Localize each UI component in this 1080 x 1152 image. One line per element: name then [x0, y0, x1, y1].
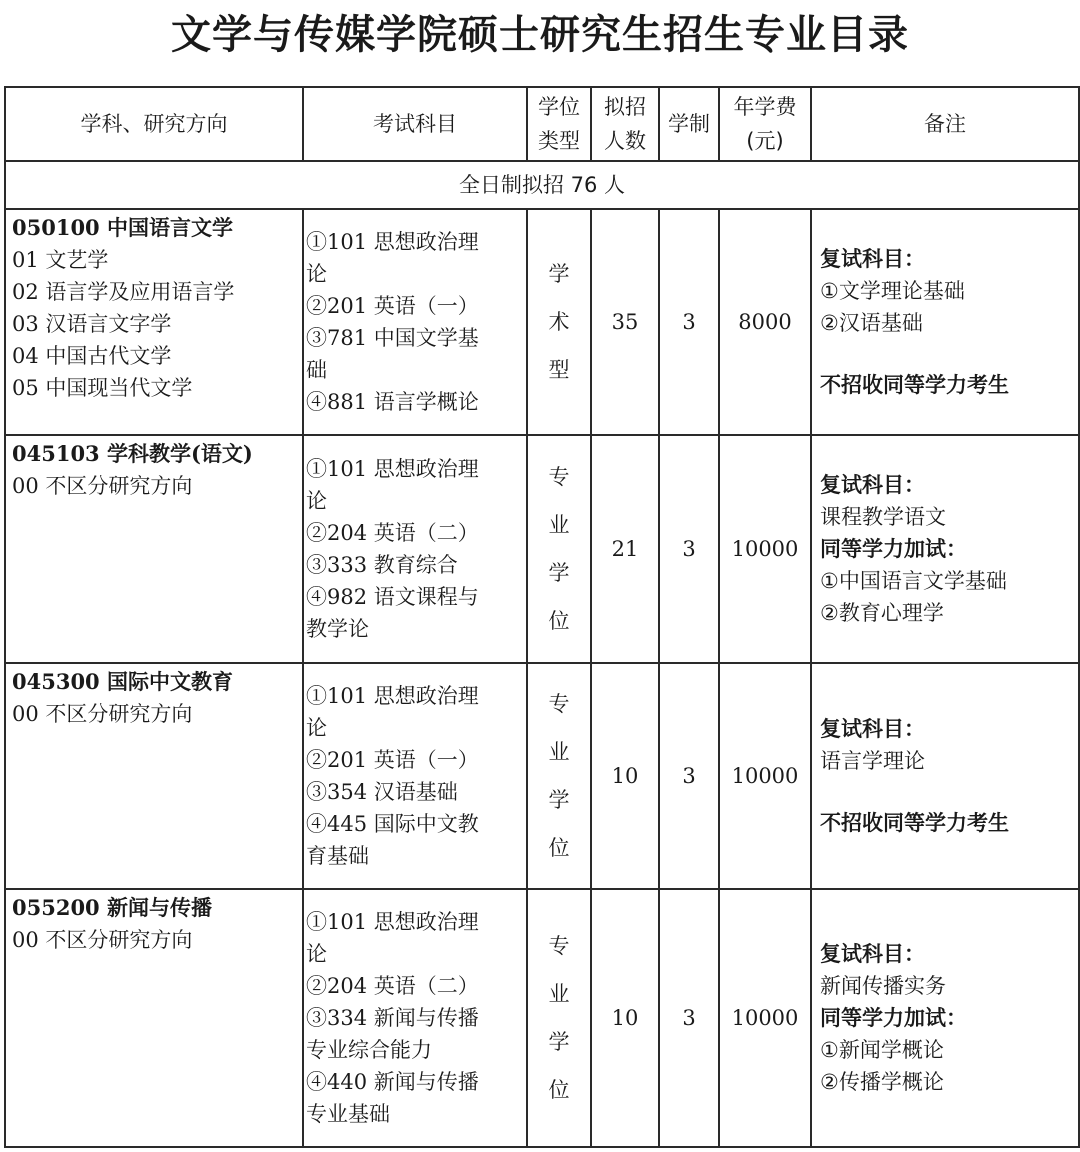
header-degree-type-line2: 类型	[538, 129, 580, 153]
exam-cell	[303, 889, 527, 1147]
remark-line	[820, 777, 1072, 807]
research-direction: 00 不区分研究方向	[12, 702, 193, 726]
full-time-row	[5, 161, 1079, 209]
degree-type-char: 位	[548, 836, 570, 860]
subject-code: 055200 新闻与传播	[12, 895, 212, 920]
exam-line: ①101 思想政治理	[306, 457, 479, 481]
duration-cell: 3	[659, 663, 719, 889]
duration-cell: 3	[659, 435, 719, 663]
duration-cell: 3	[659, 889, 719, 1147]
table-row	[5, 663, 1079, 889]
header-fee-line2: (元)	[746, 129, 784, 153]
fee-cell: 10000	[719, 435, 811, 663]
header-duration: 学制	[659, 87, 719, 161]
remark-line: 复试科目：	[820, 942, 925, 966]
research-direction: 04 中国古代文学	[12, 344, 172, 368]
degree-type-char: 位	[548, 609, 570, 633]
table-row	[5, 209, 1079, 435]
remark-line: 课程教学语文	[820, 505, 946, 529]
subject-code: 045103 学科教学(语文)	[12, 441, 253, 466]
exam-line: 论	[306, 942, 327, 966]
exam-line: ④440 新闻与传播	[306, 1070, 479, 1094]
degree-type-char: 学	[548, 788, 570, 812]
exam-line: ④445 国际中文教	[306, 812, 479, 836]
remark-line: 复试科目：	[820, 717, 925, 741]
degree-type-char: 位	[548, 1078, 570, 1102]
degree-type-cell	[527, 889, 591, 1147]
full-time-quota: 全日制拟招 76 人	[5, 161, 1079, 209]
remarks-cell	[811, 209, 1079, 435]
exam-line: 论	[306, 489, 327, 513]
research-direction: 01 文艺学	[12, 248, 109, 272]
subject-code: 045300 国际中文教育	[12, 669, 233, 694]
header-exam: 考试科目	[303, 87, 527, 161]
header-remarks: 备注	[811, 87, 1079, 161]
exam-line: ③354 汉语基础	[306, 780, 458, 804]
exam-line: 论	[306, 716, 327, 740]
exam-line: ②201 英语（一）	[306, 748, 479, 772]
remark-line: 同等学力加试：	[820, 537, 967, 561]
header-quota-line1: 拟招	[604, 95, 646, 119]
remarks-cell	[811, 889, 1079, 1147]
exam-line: ④881 语言学概论	[306, 390, 479, 414]
degree-type-char: 术	[548, 310, 570, 334]
remark-line: ②教育心理学	[820, 601, 944, 625]
exam-line: ②204 英语（二）	[306, 521, 479, 545]
page-title: 文学与传媒学院硕士研究生招生专业目录	[171, 11, 909, 58]
research-direction: 00 不区分研究方向	[12, 474, 193, 498]
remark-line: 新闻传播实务	[820, 974, 946, 998]
catalog-table	[4, 86, 1080, 1148]
exam-line: ②201 英语（一）	[306, 294, 479, 318]
quota-cell: 35	[591, 209, 659, 435]
research-direction: 03 汉语言文字学	[12, 312, 172, 336]
subject-cell	[5, 435, 303, 663]
exam-line: ③781 中国文学基	[306, 326, 479, 350]
remark-line: ①新闻学概论	[820, 1038, 944, 1062]
degree-type-char: 专	[548, 934, 570, 958]
quota-cell: 21	[591, 435, 659, 663]
header-fee-line1: 年学费	[733, 95, 797, 119]
degree-type-char: 学	[548, 561, 570, 585]
exam-line: 论	[306, 262, 327, 286]
subject-cell	[5, 889, 303, 1147]
degree-type-char: 业	[548, 513, 570, 537]
remark-line: ②传播学概论	[820, 1070, 944, 1094]
table-row	[5, 889, 1079, 1147]
degree-type-cell	[527, 663, 591, 889]
remark-line: 语言学理论	[820, 749, 925, 773]
fee-cell: 10000	[719, 889, 811, 1147]
remark-line: 复试科目：	[820, 247, 925, 271]
header-quota	[591, 87, 659, 161]
subject-cell	[5, 663, 303, 889]
remark-line: 同等学力加试：	[820, 1006, 967, 1030]
header-row	[5, 87, 1079, 161]
degree-type-char: 专	[548, 465, 570, 489]
exam-line: ②204 英语（二）	[306, 974, 479, 998]
remarks-cell	[811, 663, 1079, 889]
header-fee	[719, 87, 811, 161]
exam-line: 育基础	[306, 844, 369, 868]
remark-line: ②汉语基础	[820, 311, 923, 335]
quota-cell: 10	[591, 889, 659, 1147]
degree-type-cell	[527, 209, 591, 435]
subject-cell	[5, 209, 303, 435]
remarks-cell	[811, 435, 1079, 663]
research-direction: 05 中国现当代文学	[12, 376, 193, 400]
exam-line: ③333 教育综合	[306, 553, 458, 577]
exam-line: ④982 语文课程与	[306, 585, 479, 609]
exam-cell	[303, 435, 527, 663]
degree-type-char: 业	[548, 982, 570, 1006]
exam-line: ①101 思想政治理	[306, 230, 479, 254]
exam-line: ③334 新闻与传播	[306, 1006, 479, 1030]
research-direction: 02 语言学及应用语言学	[12, 280, 235, 304]
remark-line: 不招收同等学力考生	[820, 811, 1009, 835]
fee-cell: 10000	[719, 663, 811, 889]
degree-type-char: 型	[548, 358, 570, 382]
degree-type-char: 学	[548, 1030, 570, 1054]
header-subject: 学科、研究方向	[5, 87, 303, 161]
header-degree-type	[527, 87, 591, 161]
remark-line	[820, 339, 1072, 369]
exam-line: ①101 思想政治理	[306, 910, 479, 934]
degree-type-char: 业	[548, 740, 570, 764]
duration-cell: 3	[659, 209, 719, 435]
degree-type-char: 专	[548, 692, 570, 716]
remark-line: ①中国语言文学基础	[820, 569, 1007, 593]
remark-line: ①文学理论基础	[820, 279, 965, 303]
degree-type-cell	[527, 435, 591, 663]
remark-line: 复试科目：	[820, 473, 925, 497]
quota-cell: 10	[591, 663, 659, 889]
header-quota-line2: 人数	[604, 129, 646, 153]
remark-line: 不招收同等学力考生	[820, 373, 1009, 397]
exam-line: 专业综合能力	[306, 1038, 432, 1062]
exam-line: 专业基础	[306, 1102, 390, 1126]
exam-line: ①101 思想政治理	[306, 684, 479, 708]
exam-cell	[303, 663, 527, 889]
exam-cell	[303, 209, 527, 435]
research-direction: 00 不区分研究方向	[12, 928, 193, 952]
degree-type-char: 学	[548, 262, 570, 286]
subject-code: 050100 中国语言文学	[12, 215, 233, 240]
exam-line: 教学论	[306, 617, 369, 641]
exam-line: 础	[306, 358, 327, 382]
fee-cell: 8000	[719, 209, 811, 435]
table-row	[5, 435, 1079, 663]
header-degree-type-line1: 学位	[538, 95, 580, 119]
